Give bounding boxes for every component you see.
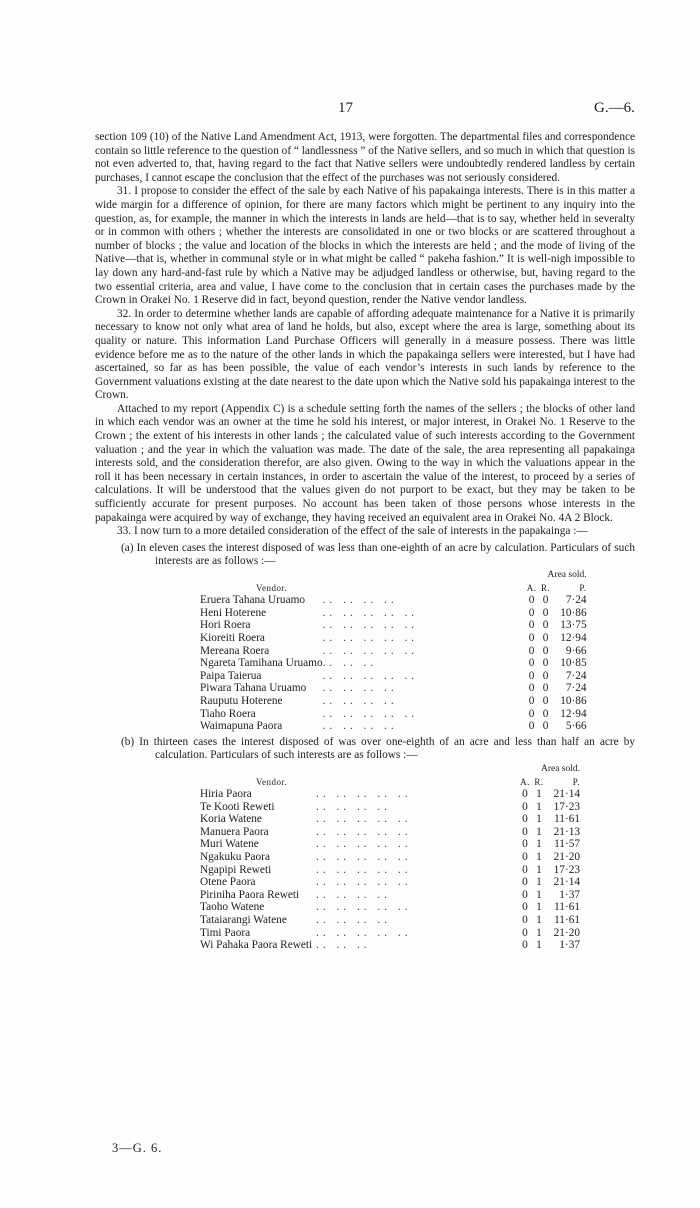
leader-dots: .. .. .. .. .. (322, 644, 419, 657)
vendor-name: Ngapipi Reweti (200, 863, 272, 876)
leader-dots: .. .. .. .. .. (322, 619, 419, 632)
perches-value: 13·75 (560, 619, 587, 632)
acres-value: 0 (528, 594, 535, 607)
table-row (200, 851, 580, 864)
roods-value: 1 (536, 838, 542, 851)
table-row (200, 720, 587, 733)
page-number: 17 (338, 100, 353, 116)
roods-value: 0 (542, 694, 549, 707)
acres-value: 0 (522, 914, 528, 927)
perches-column-header: P. (572, 776, 580, 787)
perches-value: 1·37 (559, 888, 580, 901)
acres-value: 0 (528, 682, 535, 695)
perches-value: 9·66 (565, 644, 587, 657)
table-row (200, 607, 587, 620)
table-row (200, 695, 587, 708)
leader-dots: .. .. .. .. .. (316, 876, 412, 889)
table-row (200, 813, 580, 826)
perches-value: 21·14 (553, 876, 580, 889)
acres-value: 0 (522, 926, 528, 939)
roods-value: 0 (542, 669, 549, 682)
acres-value: 0 (522, 876, 528, 889)
leader-dots: .. .. .. .. .. (322, 669, 419, 682)
roods-value: 1 (536, 800, 542, 813)
table-header-row (200, 582, 587, 595)
paragraph-33: 33. I now turn to a more detailed consideration of the effect of the sale of interests in the papakainga :— (117, 525, 588, 538)
acres-value: 0 (528, 619, 535, 632)
vendor-table-a (200, 569, 587, 733)
paragraph-continuation: section 109 (10) of the Native Land Amendment Act, 1913, were forgotten. The departmental files and correspondence contain so little reference to the question of “ landlessness ” of the Native sellers, and so much in which that question is not even adverted to, that, having regard to the fact that Native sellers were undoubtedly rendered landless by certain purchases, I cannot escape the conclusion that the effect of the purchases was not seriously considered. (95, 131, 635, 184)
roods-column-header: R. (534, 776, 544, 787)
table-caption-row (200, 763, 580, 776)
acres-value: 0 (528, 720, 535, 733)
vendor-name: Ngakuku Paora (200, 851, 270, 864)
roods-value: 1 (536, 876, 542, 889)
roods-value: 0 (542, 682, 549, 695)
perches-value: 11·61 (554, 914, 580, 927)
leader-dots: .. .. .. (316, 939, 371, 952)
perches-value: 21·13 (553, 825, 580, 838)
area-sold-caption: Area sold. (540, 763, 580, 774)
vendor-column-header: Vendor. (256, 582, 288, 593)
leader-dots: .. .. .. .. .. (316, 851, 412, 864)
leader-dots: .. .. .. .. .. (316, 901, 412, 914)
acres-value: 0 (522, 939, 528, 952)
vendor-name: Muri Watene (200, 838, 259, 851)
vendor-name: Te Kooti Reweti (200, 800, 275, 813)
roods-value: 0 (542, 619, 549, 632)
vendor-name: Kioreiti Roera (200, 631, 265, 644)
perches-value: 11·61 (554, 813, 580, 826)
vendor-name: Koria Watene (200, 813, 262, 826)
table-row (200, 889, 580, 902)
roods-value: 1 (536, 888, 542, 901)
acres-value: 0 (528, 657, 535, 670)
acres-value: 0 (522, 813, 528, 826)
leader-dots: .. .. .. .. .. (316, 926, 412, 939)
vendor-name: Manuera Paora (200, 825, 269, 838)
table-row (200, 927, 580, 940)
acres-value: 0 (528, 606, 535, 619)
leader-dots: .. .. .. .. (322, 682, 398, 695)
vendor-name: Waimapuna Paora (200, 720, 283, 733)
vendor-name: Eruera Tahana Uruamo (200, 594, 306, 607)
acres-column-header: A. (526, 582, 537, 593)
leader-dots: .. .. .. .. (322, 720, 398, 733)
perches-value: 12·94 (560, 631, 587, 644)
roods-value: 0 (542, 631, 549, 644)
table-row (200, 594, 587, 607)
perches-value: 21·20 (553, 851, 580, 864)
perches-value: 10·86 (560, 606, 587, 619)
acres-value: 0 (522, 851, 528, 864)
vendor-name: Hori Roera (200, 619, 251, 632)
document-code: G.—6. (594, 100, 635, 116)
leader-dots: .. .. .. .. .. (316, 788, 412, 801)
acres-value: 0 (522, 800, 528, 813)
vendor-name: Taoho Watene (200, 901, 265, 914)
roods-value: 1 (536, 901, 542, 914)
leader-dots: .. .. .. .. (316, 914, 392, 927)
table-row (200, 939, 580, 952)
vendor-name: Paipa Taierua (200, 669, 262, 682)
acres-value: 0 (528, 707, 535, 720)
table-header-row (200, 776, 580, 789)
subsection-b-text: (b) In thirteen cases the interest disposed of was over one-eighth of an acre and less than half an acre by calculation. Particulars of such interests are as follows :— (121, 735, 635, 762)
leader-dots: .. .. .. .. (316, 888, 392, 901)
vendor-name: Tataiarangi Watene (200, 914, 287, 927)
acres-value: 0 (522, 901, 528, 914)
roods-value: 1 (536, 813, 542, 826)
acres-value: 0 (522, 838, 528, 851)
table-row (200, 826, 580, 839)
perches-value: 17·23 (553, 863, 580, 876)
roods-value: 1 (536, 939, 542, 952)
leader-dots: .. .. .. .. (322, 694, 398, 707)
table-row (200, 901, 580, 914)
body-text (95, 131, 635, 952)
vendor-name: Ngareta Tamihana Uruamo (200, 657, 323, 670)
roods-value: 1 (536, 825, 542, 838)
perches-value: 10·85 (560, 657, 587, 670)
roods-value: 0 (542, 594, 549, 607)
acres-value: 0 (522, 888, 528, 901)
acres-value: 0 (528, 694, 535, 707)
leader-dots: .. .. .. .. .. (316, 813, 412, 826)
roods-value: 1 (536, 926, 542, 939)
perches-value: 1·37 (559, 939, 580, 952)
table-row (200, 632, 587, 645)
vendor-name: Mereana Roera (200, 644, 270, 657)
vendor-name: Piwara Tahana Uruamo (200, 682, 307, 695)
vendor-name: Hiria Paora (200, 788, 252, 801)
page-header (0, 100, 700, 122)
perches-column-header: P. (579, 582, 587, 593)
perches-value: 7·24 (565, 669, 587, 682)
roods-value: 0 (542, 707, 549, 720)
perches-value: 7·24 (565, 594, 587, 607)
roods-value: 1 (536, 851, 542, 864)
table-caption-row (200, 569, 587, 582)
leader-dots: .. .. .. .. .. (322, 606, 419, 619)
table-row (200, 914, 580, 927)
table-row (200, 864, 580, 877)
roods-value: 0 (542, 606, 549, 619)
leader-dots: .. .. .. (322, 657, 378, 670)
perches-value: 11·61 (554, 901, 580, 914)
vendor-column-header: Vendor. (256, 776, 288, 787)
roods-value: 0 (542, 657, 549, 670)
vendor-name: Piriniha Paora Reweti (200, 888, 300, 901)
acres-value: 0 (522, 788, 528, 801)
perches-value: 7·24 (565, 682, 587, 695)
table-row (200, 682, 587, 695)
leader-dots: .. .. .. .. (316, 800, 392, 813)
table-row (200, 708, 587, 721)
table-row (200, 670, 587, 683)
leader-dots: .. .. .. .. .. (316, 825, 412, 838)
table-row (200, 619, 587, 632)
perches-value: 11·57 (554, 838, 580, 851)
table-row (200, 876, 580, 889)
area-sold-caption: Area sold. (547, 570, 587, 580)
table-row (200, 657, 587, 670)
table-row (200, 801, 580, 814)
acres-value: 0 (522, 863, 528, 876)
roods-column-header: R. (540, 582, 551, 593)
acres-value: 0 (528, 669, 535, 682)
leader-dots: .. .. .. .. .. (322, 631, 419, 644)
acres-value: 0 (522, 825, 528, 838)
roods-value: 0 (542, 644, 549, 657)
roods-value: 1 (536, 863, 542, 876)
roods-value: 1 (536, 788, 542, 801)
vendor-name: Otene Paora (200, 876, 256, 889)
vendor-name: Rauputu Hoterene (200, 694, 283, 707)
vendor-name: Timi Paora (200, 926, 251, 939)
paragraph-appendix: Attached to my report (Appendix C) is a schedule setting forth the names of the sellers ; the blocks of other land in which each vendor was an owner at the time he sold his interest, or major interest, in Orakei No. 1 Reserve to the Crown ; the extent of his interests in other lands ; the calculated value of such interests according to the Government valuation ; and the year in which the valuation was made. The date of the sale, the area representing all papakainga interests sold, and the consideration therefor, are also given. Owing to the way in which the valuations appear in the roll it has been necessary in certain instances, in order to ascertain the value of the interest, to proceed by a series of calculations. It will be understood that the values given do not purport to be exact, but they may be taken to be sufficiently accurate for present purposes. No account has been taken of those persons whose interests in the papakainga were acquired by way of exchange, they having received an equivalent area in Orakei No. 4A 2 Block. (95, 402, 635, 524)
leader-dots: .. .. .. .. (322, 594, 398, 607)
signature-mark: 3—G. 6. (112, 1141, 163, 1155)
vendor-name: Heni Hoterene (200, 606, 267, 619)
leader-dots: .. .. .. .. .. (316, 863, 412, 876)
paragraph-31: 31. I propose to consider the effect of the sale by each Native of his papakainga interests. There is in this matter a wide margin for a difference of opinion, for there are many factors which might be pertinent to any inquiry into the question, as, for example, the manner in which the interests in lands are held—that is to say, whether held in severalty or in common with others ; whether the interests are consolidated in one or two blocks or are scattered throughout a number of blocks ; the value and location of the blocks in which the interests are held ; and the mode of living of the Native—that is, whether in communal style or in what might be called “ pakeha fashion.” It is well-nigh impossible to lay down any hard-and-fast rule by which a Native may be adjudged landless or otherwise, but, having regard to the two essential criteria, area and value, I have come to the conclusion that in certain cases the purchases made by the Crown in Orakei No. 1 Reserve did in fact, beyond question, render the Native vendor landless. (95, 185, 635, 307)
paragraph-32: 32. In order to determine whether lands are capable of affording adequate maintenance for a Native it is primarily necessary to know not only what area of land he holds, but also, except where the area is large, something about its quality or nature. This information Land Purchase Officers will generally in a measure possess. There was little evidence before me as to the nature of the other lands in which the papakainga sellers were interested, but I have had ascertained, so far as has been possible, the value of each vendor’s interests in such lands by reference to the Government valuations existing at the date nearest to the date upon which the Native sold his papakainga interest to the Crown. (95, 307, 635, 402)
acres-column-header: A. (520, 776, 530, 787)
roods-value: 0 (542, 720, 549, 733)
perches-value: 21·14 (553, 788, 580, 801)
perches-value: 12·94 (560, 707, 587, 720)
table-row (200, 788, 580, 801)
table-row (200, 838, 580, 851)
vendor-name: Wi Pahaka Paora Reweti (200, 939, 313, 952)
perches-value: 5·66 (565, 720, 587, 733)
table-row (200, 645, 587, 658)
vendor-table-b (200, 763, 580, 952)
leader-dots: .. .. .. .. .. (322, 707, 419, 720)
subsection-a-text: (a) In eleven cases the interest disposed of was less than one-eighth of an acre by calculation. Particulars of such interests are as follows :— (121, 541, 635, 568)
perches-value: 21·20 (553, 926, 580, 939)
leader-dots: .. .. .. .. .. (316, 838, 412, 851)
perches-value: 10·86 (560, 694, 587, 707)
acres-value: 0 (528, 631, 535, 644)
perches-value: 17·23 (553, 800, 580, 813)
roods-value: 1 (536, 914, 542, 927)
vendor-name: Tiaho Roera (200, 707, 256, 720)
acres-value: 0 (528, 644, 535, 657)
